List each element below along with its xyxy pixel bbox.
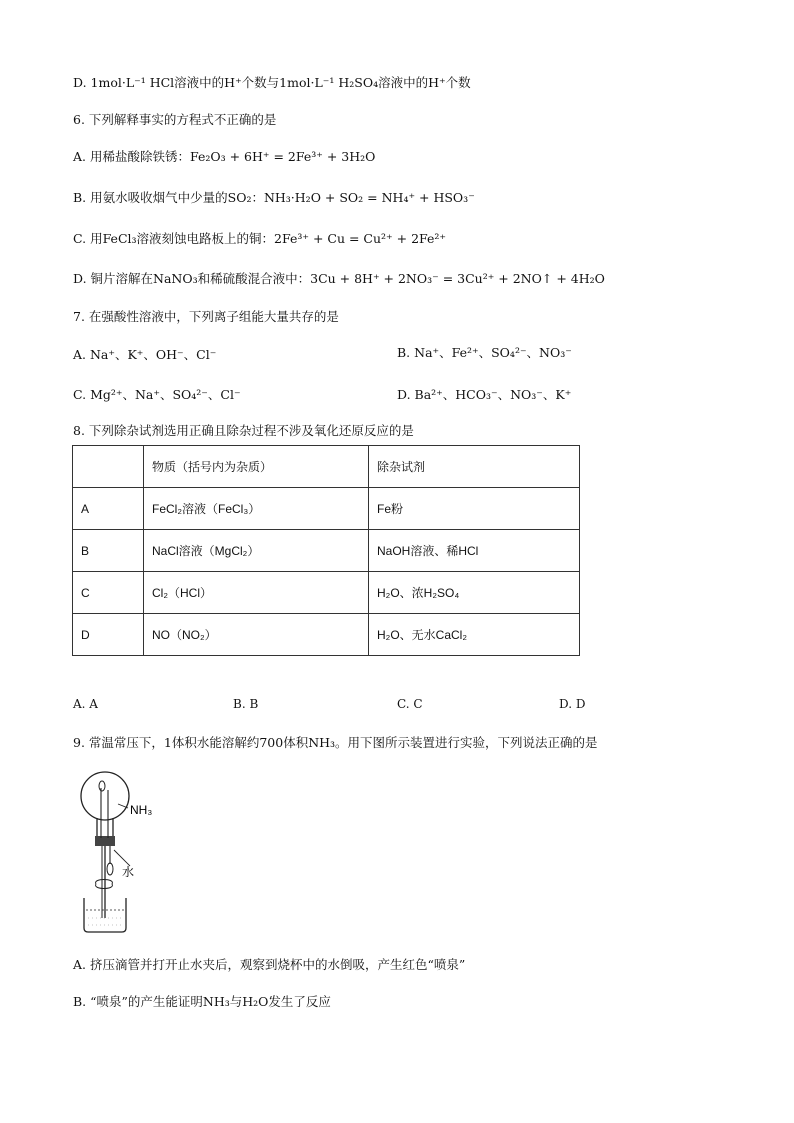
question9-option-a: A. 挤压滴管并打开止水夹后，观察到烧杯中的水倒吸，产生红色“喷泉”	[73, 957, 466, 972]
table-cell: B	[73, 530, 144, 572]
question7-option-c: C. Mg²⁺、Na⁺、SO₄²⁻、Cl⁻	[73, 387, 241, 402]
table-row	[73, 614, 580, 656]
table-header-cell: 除杂试剂	[369, 446, 580, 488]
question8-answer-a: A. A	[73, 697, 98, 711]
table-cell: H₂O、浓H₂SO₄	[369, 572, 580, 614]
table-header-row	[73, 446, 580, 488]
question8-answer-b: B. B	[233, 697, 259, 711]
table-cell: A	[73, 488, 144, 530]
question6-stem: 6. 下列解释事实的方程式不正确的是	[73, 112, 277, 127]
table-cell: FeCl₂溶液（FeCl₃）	[144, 488, 369, 530]
question8-stem: 8. 下列除杂试剂选用正确且除杂过程不涉及氧化还原反应的是	[73, 423, 414, 438]
question9-stem: 9. 常温常压下，1体积水能溶解约700体积NH₃。用下图所示装置进行实验，下列说法正确的是	[73, 735, 598, 750]
water-label: 水	[122, 865, 135, 879]
question7-option-a: A. Na⁺、K⁺、OH⁻、Cl⁻	[73, 347, 217, 362]
question5-option-d: D. 1mol·L⁻¹ HCl溶液中的H⁺个数与1mol·L⁻¹ H₂SO₄溶液中的H⁺个数	[73, 75, 471, 90]
gas-label: NH₃	[130, 803, 153, 817]
question8-answer-d: D. D	[559, 697, 586, 711]
question6-option-a: A. 用稀盐酸除铁锈：Fe₂O₃ + 6H⁺ = 2Fe³⁺ + 3H₂O	[73, 149, 376, 164]
question8-answer-c: C. C	[397, 697, 423, 711]
question7-option-d: D. Ba²⁺、HCO₃⁻、NO₃⁻、K⁺	[397, 387, 572, 402]
question6-option-b: B. 用氨水吸收烟气中少量的SO₂：NH₃·H₂O + SO₂ = NH₄⁺ + HSO₃⁻	[73, 190, 475, 205]
question7-stem: 7. 在强酸性溶液中，下列离子组能大量共存的是	[73, 309, 339, 324]
fountain-apparatus-figure	[72, 768, 182, 938]
table-cell: Cl₂（HCl）	[144, 572, 369, 614]
table-cell: C	[73, 572, 144, 614]
table-row	[73, 488, 580, 530]
table-cell: NaOH溶液、稀HCl	[369, 530, 580, 572]
question6-option-c: C. 用FeCl₃溶液刻蚀电路板上的铜：2Fe³⁺ + Cu = Cu²⁺ + 2Fe²⁺	[73, 231, 447, 246]
table-row	[73, 572, 580, 614]
impurity-removal-table	[72, 445, 580, 656]
question6-option-d: D. 铜片溶解在NaNO₃和稀硫酸混合液中：3Cu + 8H⁺ + 2NO₃⁻ = 3Cu²⁺ + 2NO↑ + 4H₂O	[73, 271, 605, 286]
table-cell: Fe粉	[369, 488, 580, 530]
question7-option-b: B. Na⁺、Fe²⁺、SO₄²⁻、NO₃⁻	[397, 345, 572, 360]
table-cell: H₂O、无水CaCl₂	[369, 614, 580, 656]
table-cell: NaCl溶液（MgCl₂）	[144, 530, 369, 572]
table-header-cell	[73, 446, 144, 488]
table-row	[73, 530, 580, 572]
table-cell: NO（NO₂）	[144, 614, 369, 656]
table-cell: D	[73, 614, 144, 656]
table-header-cell: 物质（括号内为杂质）	[144, 446, 369, 488]
question9-option-b: B. “喷泉”的产生能证明NH₃与H₂O发生了反应	[73, 994, 331, 1009]
